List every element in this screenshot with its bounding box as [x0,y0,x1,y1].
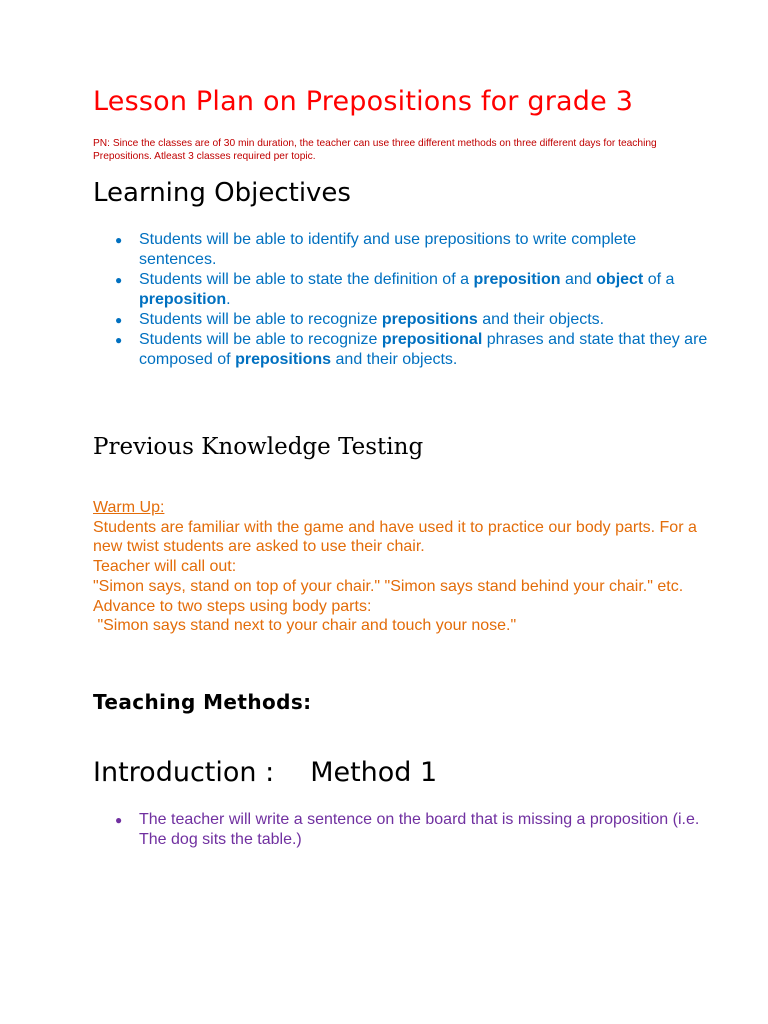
introduction-label: Introduction : [93,757,275,788]
list-item: ● Students will be able to state the definition of a preposition and object of a preposition. [115,271,675,308]
warm-up-line: Students are familiar with the game and have used it to practice our body parts. For a new twist students are asked to use their chair. [93,518,697,556]
teaching-methods-heading: Teaching Methods: [93,690,312,714]
warm-up-line: "Simon says, stand on top of your chair." "Simon says stand behind your chair." etc. [93,577,684,595]
learning-objectives-heading: Learning Objectives [93,178,351,208]
document-title: Lesson Plan on Prepositions for grade 3 [93,86,634,117]
list-item: ● Students will be able to identify and use prepositions to write complete sentences. [115,231,637,268]
bullet-icon: ● [115,273,123,287]
bullet-icon: ● [115,813,123,827]
pn-note: PN: Since the classes are of 30 min duration, the teacher can use three different methods on three different days for teaching Prepositions. Atleast 3 classes required per topic. [93,138,657,162]
bullet-icon: ● [115,333,123,347]
warm-up-line: Teacher will call out: [93,558,237,576]
introduction-heading [93,757,437,788]
bullet-icon: ● [115,313,123,327]
warm-up-label: Warm Up: [93,499,165,516]
warm-up-section [93,498,713,636]
list-item: ● The teacher will write a sentence on the board that is missing a proposition (i.e. The dog sits the table.) [115,811,700,848]
previous-knowledge-heading: Previous Knowledge Testing [93,434,424,460]
method-label: Method 1 [310,757,438,788]
warm-up-line: Advance to two steps using body parts: [93,597,372,615]
list-item: ● Students will be able to recognize prepositional phrases and state that they are composed of prepositions and their objects. [115,331,708,368]
objectives-list [93,230,713,370]
bullet-icon: ● [115,233,123,247]
list-item: ● Students will be able to recognize prepositions and their objects. [115,311,605,328]
methods-list [93,810,713,850]
warm-up-line: "Simon says stand next to your chair and touch your nose." [93,617,517,635]
